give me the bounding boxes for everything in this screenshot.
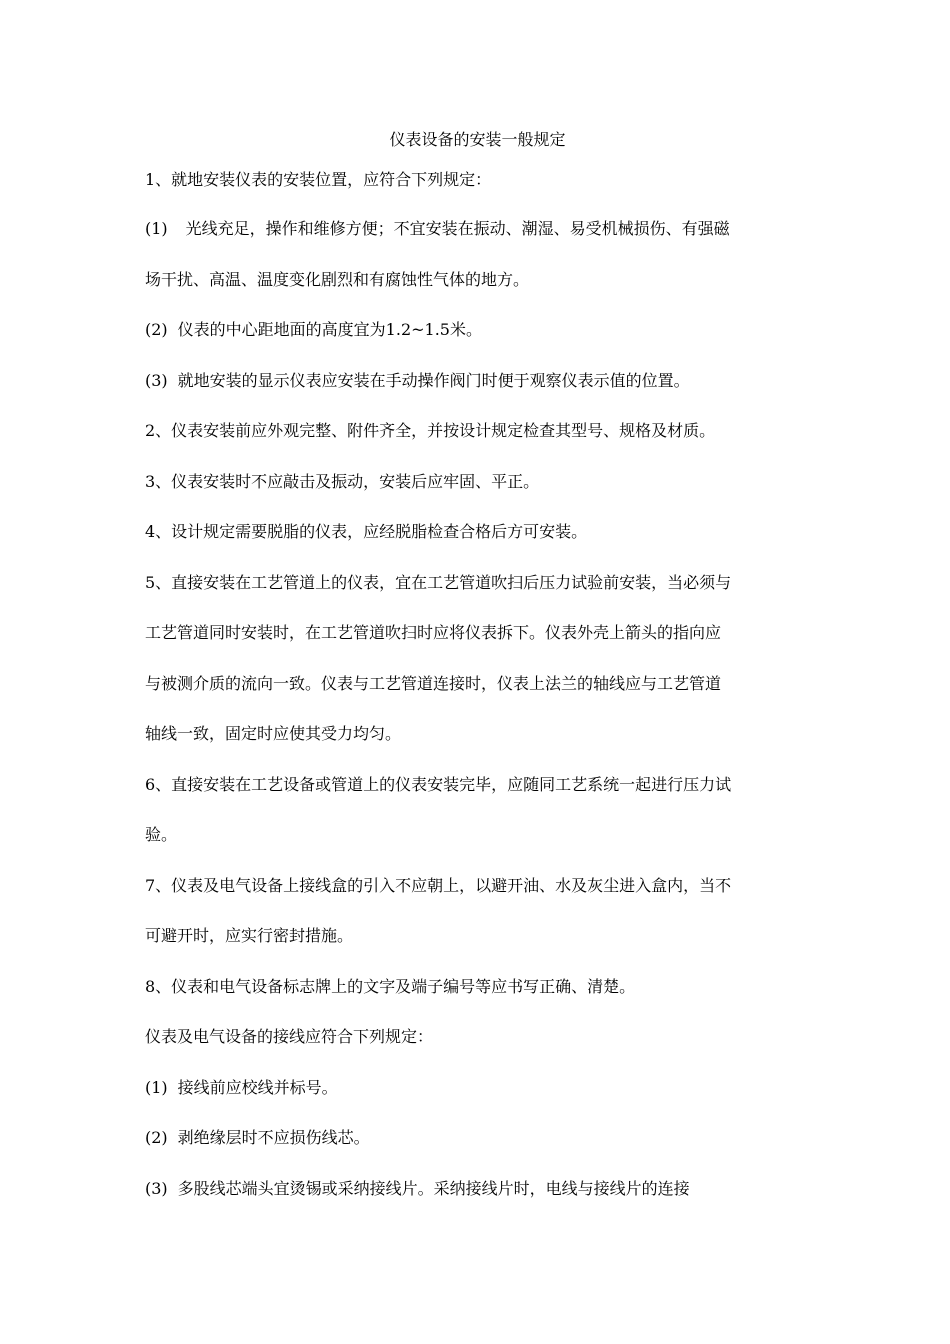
paragraph-line [145, 457, 810, 508]
paragraph-line [145, 406, 810, 457]
line-text: 剥绝缘层时不应损伤线芯。 [177, 1128, 370, 1147]
paragraph-line [145, 810, 810, 861]
paragraph-line [145, 1113, 810, 1164]
line-text: 就地安装的显示仪表应安装在手动操作阀门时便于观察仪表示值的位置。 [177, 370, 690, 390]
line-text: 光线充足，操作和维修方便；不宜安装在振动、潮湿、易受机械损伤、有强磁 [185, 219, 730, 238]
line-text: 5、直接安装在工艺管道上的仪表，宜在工艺管道吹扫后压力试验前安装，当必须与 [145, 572, 732, 592]
line-text: 与被测介质的流向一致。仪表与工艺管道连接时，仪表上法兰的轴线应与工艺管道 [145, 673, 722, 693]
paragraph-line [145, 356, 810, 407]
line-text: 8、仪表和电气设备标志牌上的文字及端子编号等应书写正确、清楚。 [145, 976, 636, 996]
line-text: 3、仪表安装时不应敲击及振动，安装后应牢固、平正。 [145, 471, 540, 491]
document-page [145, 120, 810, 1214]
line-text: 工艺管道同时安装时，在工艺管道吹扫时应将仪表拆下。仪表外壳上箭头的指向应 [145, 623, 722, 642]
line-text: 6、直接安装在工艺设备或管道上的仪表安装完毕，应随同工艺系统一起进行压力试 [145, 774, 732, 794]
document-title: 仪表设备的安装一般规定 [389, 130, 566, 149]
line-text: 7、仪表及电气设备上接线盒的引入不应朝上，以避开油、水及灰尘进入盒内，当不 [145, 875, 732, 895]
line-text: 4、设计规定需要脱脂的仪表，应经脱脂检查合格后方可安装。 [145, 522, 588, 541]
item-number: (1) [145, 219, 168, 238]
paragraph-line [145, 255, 810, 306]
line-text: 可避开时，应实行密封措施。 [145, 926, 354, 945]
paragraph-line [145, 1012, 810, 1063]
paragraph-line [145, 659, 810, 710]
item-number: (3) [145, 370, 168, 390]
paragraph-line [145, 305, 810, 356]
paragraph-line [145, 608, 810, 659]
line-text: 场干扰、高温、温度变化剧烈和有腐蚀性气体的地方。 [145, 269, 530, 289]
line-text: 仪表的中心距地面的高度宜为1.2~1.5米。 [177, 320, 482, 339]
item-number: (1) [145, 1077, 168, 1097]
paragraph-line [145, 709, 810, 760]
paragraph-line [145, 204, 810, 255]
line-text: 仪表及电气设备的接线应符合下列规定： [145, 1027, 434, 1046]
line-text: 接线前应校线并标号。 [177, 1077, 338, 1097]
item-number: (2) [145, 320, 168, 339]
line-text: 多股线芯端头宜烫锡或采纳接线片。采纳接线片时，电线与接线片的连接 [177, 1178, 690, 1198]
paragraph-line [145, 507, 810, 558]
paragraph-line [145, 911, 810, 962]
paragraph-line [145, 1164, 810, 1215]
line-text: 轴线一致，固定时应使其受力均匀。 [145, 724, 402, 743]
line-text: 1、就地安装仪表的安装位置，应符合下列规定： [145, 170, 492, 189]
paragraph-line [145, 962, 810, 1013]
line-text: 2、仪表安装前应外观完整、附件齐全，并按设计规定检查其型号、规格及材质。 [145, 421, 716, 440]
paragraph-line [145, 861, 810, 912]
paragraph-line [145, 558, 810, 609]
paragraph-line [145, 760, 810, 811]
item-number: (2) [145, 1128, 168, 1147]
item-number: (3) [145, 1178, 168, 1198]
paragraph-line [145, 160, 810, 200]
line-text: 验。 [145, 825, 178, 844]
paragraph-line [145, 1063, 810, 1114]
